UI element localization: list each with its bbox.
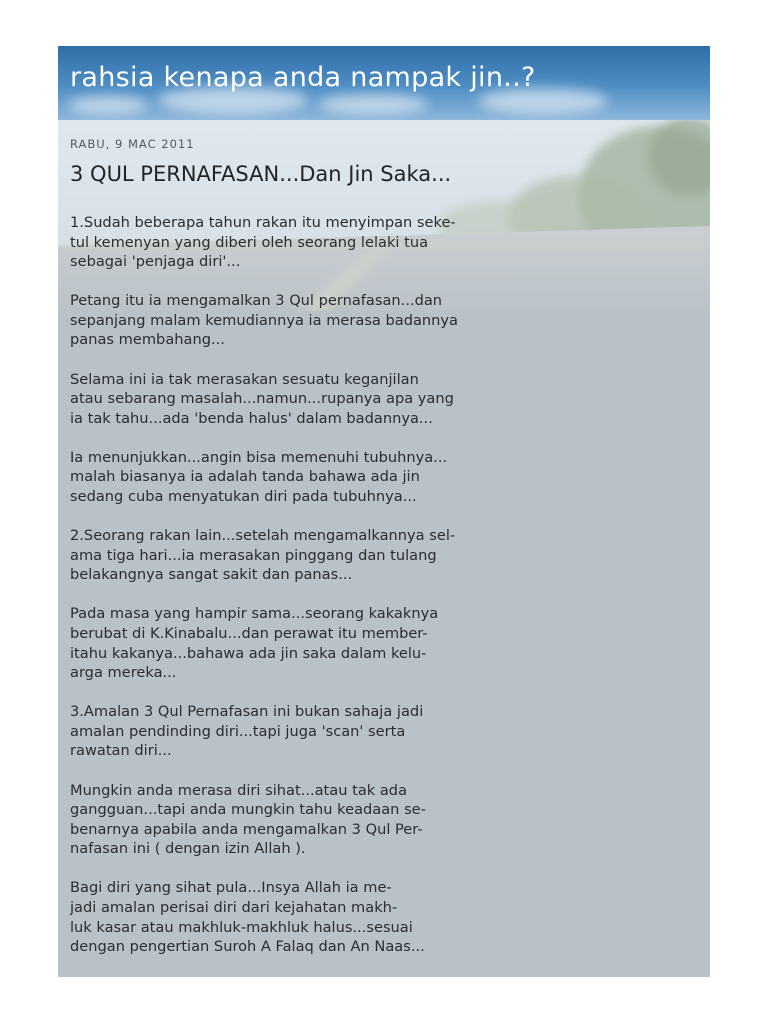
blog-header [58,46,710,120]
paragraph-line: ia tak tahu...ada 'benda halus' dalam badannya... [70,409,433,427]
paragraph-line: tul kemenyan yang diberi oleh seorang lelaki tua [70,233,429,251]
post-paragraph [70,213,540,272]
paragraph-line: malah biasanya ia adalah tanda bahawa ada jin [70,468,420,486]
paragraph-line: amalan pendinding diri...tapi juga 'scan' serta [70,722,406,740]
paragraph-line: sepanjang malam kemudiannya ia merasa badannya [70,311,459,329]
paragraph-line: sebagai 'penjaga diri'... [70,253,241,271]
blog-page [58,46,710,977]
paragraph-line: Pada masa yang hampir sama...seorang kakaknya [70,605,439,623]
paragraph-line: benarnya apabila anda mengamalkan 3 Qul Per- [70,820,423,838]
post-paragraph [70,604,540,682]
paragraph-line: 1.Sudah beberapa tahun rakan itu menyimpan seke- [70,214,456,231]
paragraph-line: Bagi diri yang sihat pula...Insya Allah ia me- [70,879,392,897]
paragraph-line: gangguan...tapi anda mungkin tahu keadaan se- [70,801,426,819]
post-paragraph [70,370,540,429]
paragraph-line: Mungkin anda merasa diri sihat...atau tak ada [70,781,408,799]
paragraph-line: belakangnya sangat sakit dan panas... [70,566,353,584]
paragraph-line: sedang cuba menyatukan diri pada tubuhnya... [70,488,417,506]
paragraph-line: 3.Amalan 3 Qul Pernafasan ini bukan sahaja jadi [70,703,424,721]
post-paragraph [70,526,540,585]
paragraph-line: dengan pengertian Suroh A Falaq dan An Naas... [70,938,425,956]
post-date: RABU, 9 MAC 2011 [70,137,195,151]
paragraph-line: jadi amalan perisai diri dari kejahatan makh- [70,899,398,917]
paragraph-line: atau sebarang masalah...namun...rupanya apa yang [70,390,454,408]
paragraph-line: nafasan ini ( dengan izin Allah ). [70,840,306,858]
post-paragraph [70,878,540,956]
paragraph-line: itahu kakanya...bahawa ada jin saka dalam kelu- [70,644,427,662]
post-paragraph [70,702,540,761]
post-paragraph [70,781,540,859]
paragraph-line: Selama ini ia tak merasakan sesuatu keganjilan [70,370,419,388]
post-paragraph [70,291,540,350]
paragraph-line: arga mereka... [70,664,177,682]
paragraph-line: panas membahang... [70,331,225,349]
paragraph-line: Petang itu ia mengamalkan 3 Qul pernafasan...dan [70,292,443,310]
paragraph-line: berubat di K.Kinabalu...dan perawat itu member- [70,625,428,642]
blog-title[interactable]: rahsia kenapa anda nampak jin..? [70,62,536,93]
paragraph-line: rawatan diri... [70,742,172,760]
post-body [70,213,540,976]
paragraph-line: Ia menunjukkan...angin bisa memenuhi tubuhnya... [70,448,448,466]
paragraph-line: ama tiga hari...ia merasakan pinggang dan tulang [70,546,437,564]
post-paragraph [70,448,540,507]
paragraph-line: 2.Seorang rakan lain...setelah mengamalkannya sel- [70,527,456,545]
post-title[interactable]: 3 QUL PERNAFASAN...Dan Jin Saka... [70,162,452,186]
paragraph-line: luk kasar atau makhluk-makhluk halus...sesuai [70,918,413,936]
